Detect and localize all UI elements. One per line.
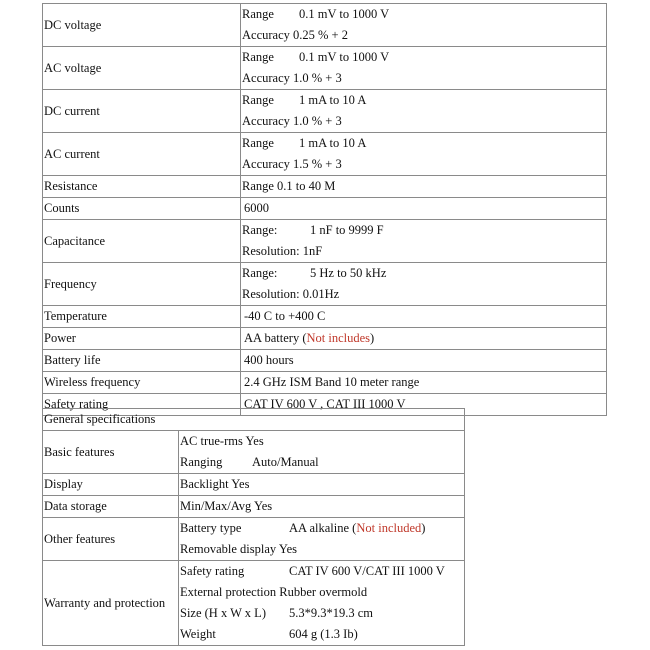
row-label: Display xyxy=(43,474,179,496)
accuracy-key: Accuracy xyxy=(242,28,290,42)
range-value: 0.1 mV to 1000 V xyxy=(299,50,390,64)
accuracy-value: 0.25 % + 2 xyxy=(293,28,348,42)
table-row xyxy=(43,133,607,176)
row-value xyxy=(241,306,607,328)
safety-value: CAT IV 600 V/CAT III 1000 V xyxy=(289,564,445,578)
row-value xyxy=(241,176,607,198)
row-value xyxy=(179,431,465,474)
row-label: Battery life xyxy=(43,350,241,372)
accuracy-value: 1.0 % + 3 xyxy=(293,114,342,128)
battery-life-value: 400 hours xyxy=(244,353,294,367)
table-row xyxy=(43,90,607,133)
table-row xyxy=(43,4,607,47)
table-row xyxy=(43,47,607,90)
size-value: 5.3*9.3*19.3 cm xyxy=(289,606,374,620)
battery-close: ) xyxy=(421,521,426,535)
table-row xyxy=(43,176,607,198)
size-key: Size (H x W x L) xyxy=(180,606,266,620)
row-label: Frequency xyxy=(43,263,241,306)
table-row xyxy=(43,518,465,561)
row-value xyxy=(241,328,607,350)
row-label: DC voltage xyxy=(43,4,241,47)
counts-value: 6000 xyxy=(244,201,269,215)
battery-note: Not included xyxy=(356,521,422,535)
range-key: Range xyxy=(242,7,274,21)
range-value: 0.1 mV to 1000 V xyxy=(299,7,390,21)
temperature-value: -40 C to +400 C xyxy=(244,309,326,323)
table-row xyxy=(43,263,607,306)
row-label: Wireless frequency xyxy=(43,372,241,394)
row-label: Temperature xyxy=(43,306,241,328)
weight-key: Weight xyxy=(180,627,216,641)
resolution-value: Resolution: 0.01Hz xyxy=(242,287,340,301)
external-protection-value: External protection Rubber overmold xyxy=(180,585,368,599)
general-spec-table xyxy=(42,408,465,646)
table-row xyxy=(43,220,607,263)
row-value xyxy=(241,350,607,372)
range-value: 5 Hz to 50 kHz xyxy=(310,266,387,280)
power-note: Not includes xyxy=(306,331,371,345)
row-value xyxy=(241,47,607,90)
row-label: AC voltage xyxy=(43,47,241,90)
table-row xyxy=(43,306,607,328)
range-key: Range: xyxy=(242,266,278,280)
range-value: 1 mA to 10 A xyxy=(299,93,367,107)
row-label: Power xyxy=(43,328,241,350)
ranging-value: Auto/Manual xyxy=(252,455,319,469)
wireless-value: 2.4 GHz ISM Band 10 meter range xyxy=(244,375,420,389)
row-label: Safety rating xyxy=(43,394,241,416)
range-key: Range: xyxy=(242,223,278,237)
row-value xyxy=(241,90,607,133)
battery-type-key: Battery type xyxy=(180,521,242,535)
table-row xyxy=(43,198,607,220)
power-close: ) xyxy=(370,331,375,345)
row-label: Warranty and protection xyxy=(43,561,179,646)
table-row xyxy=(43,431,465,474)
row-value xyxy=(241,133,607,176)
row-value xyxy=(179,474,465,496)
power-value: AA battery ( xyxy=(244,331,307,345)
row-label: Basic features xyxy=(43,431,179,474)
range-key: Range xyxy=(242,93,274,107)
row-value xyxy=(179,561,465,646)
row-value xyxy=(241,198,607,220)
spec-table xyxy=(42,3,607,416)
table-row xyxy=(43,474,465,496)
accuracy-key: Accuracy xyxy=(242,71,290,85)
ranging-key: Ranging xyxy=(180,455,223,469)
row-label: Resistance xyxy=(43,176,241,198)
range-key: Range xyxy=(242,136,274,150)
display-value: Backlight Yes xyxy=(180,477,250,491)
true-rms-value: AC true-rms Yes xyxy=(180,434,264,448)
accuracy-key: Accuracy xyxy=(242,157,290,171)
accuracy-value: 1.5 % + 3 xyxy=(293,157,342,171)
range-value: 1 nF to 9999 F xyxy=(310,223,384,237)
table-header xyxy=(43,409,465,431)
table-row xyxy=(43,328,607,350)
weight-value: 604 g (1.3 Ib) xyxy=(289,627,358,641)
row-label: Other features xyxy=(43,518,179,561)
header-text: General specifications xyxy=(44,412,156,426)
range-value: 1 mA to 10 A xyxy=(299,136,367,150)
row-value xyxy=(241,220,607,263)
resolution-value: Resolution: 1nF xyxy=(242,244,323,258)
accuracy-key: Accuracy xyxy=(242,114,290,128)
battery-type-value: AA alkaline ( xyxy=(289,521,357,535)
row-value xyxy=(179,496,465,518)
row-value xyxy=(241,4,607,47)
accuracy-value: 1.0 % + 3 xyxy=(293,71,342,85)
storage-value: Min/Max/Avg Yes xyxy=(180,499,273,513)
table-row xyxy=(43,561,465,646)
table-header-row xyxy=(43,409,465,431)
row-value xyxy=(241,263,607,306)
table-row xyxy=(43,496,465,518)
removable-display-value: Removable display Yes xyxy=(180,542,298,556)
row-label: Counts xyxy=(43,198,241,220)
safety-value: CAT IV 600 V , CAT III 1000 V xyxy=(244,397,406,411)
range-key: Range xyxy=(242,50,274,64)
row-label: Capacitance xyxy=(43,220,241,263)
safety-key: Safety rating xyxy=(180,564,245,578)
row-value xyxy=(179,518,465,561)
row-label: DC current xyxy=(43,90,241,133)
row-value xyxy=(241,372,607,394)
resistance-value: Range 0.1 to 40 M xyxy=(242,179,336,193)
row-label: Data storage xyxy=(43,496,179,518)
row-label: AC current xyxy=(43,133,241,176)
table-row xyxy=(43,350,607,372)
table-row xyxy=(43,372,607,394)
